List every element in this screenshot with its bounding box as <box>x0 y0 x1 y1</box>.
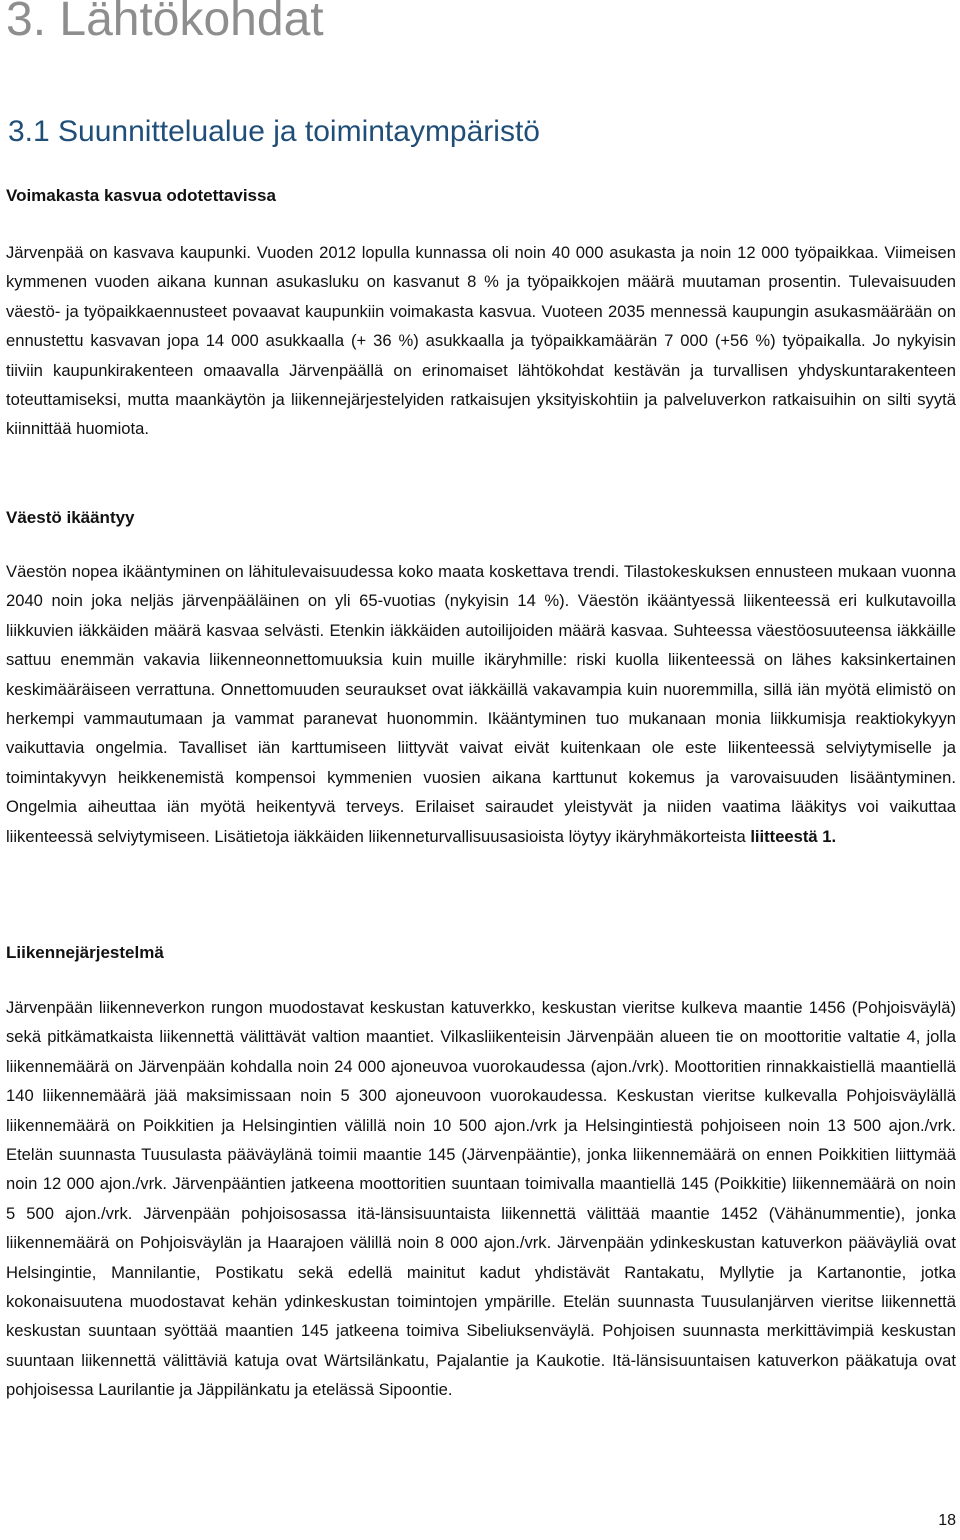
appendix-reference: liitteestä 1. <box>750 826 837 846</box>
subheading-traffic-system: Liikennejärjestelmä <box>6 943 164 962</box>
section-title: 3.1 Suunnittelualue ja toimintaympäristö <box>8 115 540 148</box>
paragraph-aging <box>6 557 956 851</box>
subheading-aging: Väestö ikääntyy <box>6 508 135 527</box>
paragraph-traffic-system: Järvenpään liikenneverkon rungon muodostavat keskustan katuverkko, keskustan vieritse kulkeva maantie 1456 (Pohjoisväylä) sekä pitkämatkaista liikennettä välittävät valtion maantiet. Vilkasliikenteisin Järvenpään alueen tie on moottoritie valtatie 4, jolla liikennemäärä on Järvenpään kohdalla noin 24 000 ajoneuvoa vuorokaudessa (ajon./vrk). Moottoritien rinnakkaistiellä maantiellä 140 liikennemäärä jää maksimissaan noin 5 300 ajoneuvoon vuorokaudessa. Keskustan vieritse kulkevalla Pohjoisväylällä liikennemäärä on Poikkitien ja Helsingintien välillä noin 10 500 ajon./vrk ja Helsingintiestä pohjoiseen noin 13 500 ajon./vrk. Etelän suunnasta Tuusulasta pääväylänä toimii maantie 145 (Järvenpääntie), jonka liikennemäärä on ennen Poikkitien liittymää noin 12 000 ajon./vrk. Järvenpääntien jatkeena moottoritien suuntaan toimivalla maantiellä 145 (Poikkitie) liikennemäärä on noin 5 500 ajon./vrk. Järvenpään pohjoisosassa itä-länsisuuntaista liikennettä välittää maantie 1452 (Vähänummentie), jonka liikennemäärä on Pohjoisväylän ja Haarajoen välillä noin 8 000 ajon./vrk. Järvenpään ydinkeskustan katuverkon pääväyliä ovat Helsingintie, Mannilantie, Postikatu sekä edellä mainitut kadut yhdistävät Rantakatu, Myllytie ja Kartanontie, jotka kokonaisuutena muodostavat kehän ydinkeskustan toimintojen ympärille. Etelän suunnasta Tuusulanjärven vieritse liikennettä keskustan suuntaan syöttää maantien 145 jatkeena toimiva Sibeliuksenväylä. Pohjoisen suunnasta merkittävimpiä keskustan suuntaan liikennettä välittäviä katuja ovat Wärtsilänkatu, Pajalantie ja Kaukotie. Itä-länsisuuntaisen katuverkon pääkatuja ovat pohjoisessa Laurilantie ja Jäppilänkatu ja etelässä Sipoontie. <box>6 998 956 1400</box>
chapter-heading: 3. Lähtökohdat <box>6 0 324 46</box>
paragraph-aging-text: Väestön nopea ikääntyminen on lähitulevaisuudessa koko maata koskettava trendi. Tilastokeskuksen ennusteen mukaan vuonna 2040 noin joka neljäs järvenpääläinen on yli 65-vuotias (nykyisin 14 %). Väestön ikääntyessä liikenteessä eri kulkutavoilla liikkuvien iäkkäiden määrä kasvaa selvästi. Etenkin iäkkäiden autoilijoiden määrä kasvaa. Suhteessa väestöosuuteensa iäkkäille sattuu enemmän vakavia liikenneonnettomuuksia kuin muille ikäryhmille: riski kuolla liikenteessä on lähes kaksinkertainen keskimääräiseen verrattuna. Onnettomuuden seuraukset ovat iäkkäillä vakavampia kuin nuoremmilla, sillä iän myötä elimistö on herkempi vammautumaan ja vammat paranevat huonommin. Ikääntyminen tuo mukanaan monia liikkumisja reaktiokykyyn vaikuttavia ongelmia. Tavalliset iän karttumiseen liittyvät vaivat eivät kuitenkaan ole este liikenteessä selviytymiselle ja toimintakyvyn heikkenemistä kompensoi kymmenien vuosien aikana karttunut kokemus ja varovaisuuden lisääntyminen. Ongelmia aiheuttaa iän myötä heikentyvä terveys. Erilaiset sairaudet yleistyvät ja niiden vaatima lääkitys voi vaikuttaa liikenteessä selviytymiseen. Lisätietoja iäkkäiden liikenneturvallisuusasioista löytyy ikäryhmäkorteista <box>6 562 956 846</box>
subheading-growth: Voimakasta kasvua odotettavissa <box>6 186 276 205</box>
paragraph-growth: Järvenpää on kasvava kaupunki. Vuoden 2012 lopulla kunnassa oli noin 40 000 asukasta ja noin 12 000 työpaikkaa. Viimeisen kymmenen vuoden aikana kunnan asukasluku on kasvanut 8 % ja työpaikkojen määrä muutaman prosentin. Tulevaisuuden väestö- ja työpaikkaennusteet povaavat kaupunkiin voimakasta kasvua. Vuoteen 2035 mennessä kaupungin asukasmäärään on ennustettu kasvavan jopa 14 000 asukkaalla (+ 36 %) asukkaalla ja työpaikkamäärän 7 000 (+56 %) työpaikalla. Jo nykyisin tiiviin kaupunkirakenteen omaavalla Järvenpäällä on erinomaiset lähtökohdat kestävän ja turvallisen yhdyskuntarakenteen toteuttamiseksi, mutta maankäytön ja liikennejärjestelyiden ratkaisujen yksityiskohtiin ja palveluverkon ratkaisuihin on silti syytä kiinnittää huomiota. <box>6 243 956 439</box>
page-number: 18 <box>938 1512 956 1529</box>
